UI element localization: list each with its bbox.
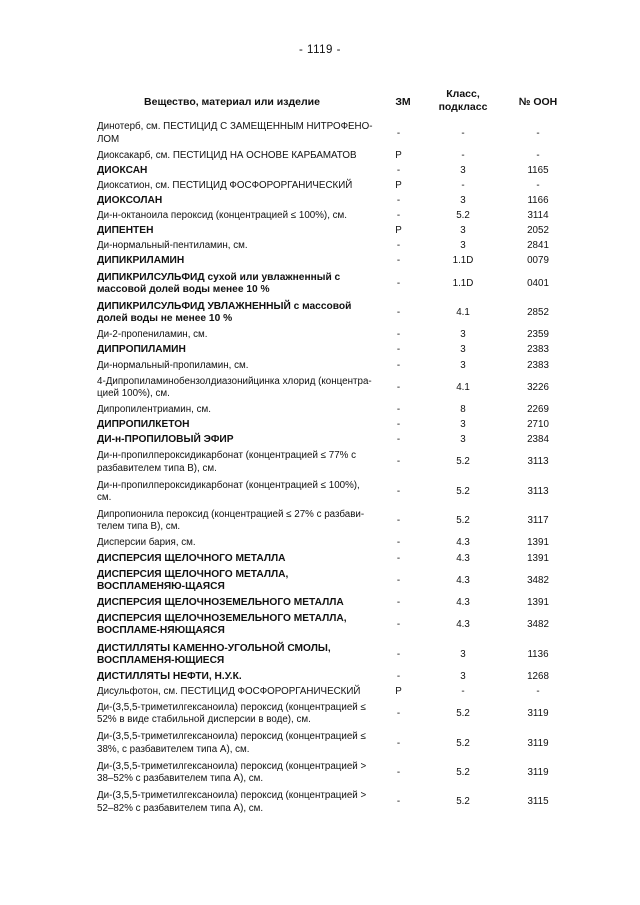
zm-cell: - [396,240,401,252]
zm-cell: - [396,381,401,393]
un-number-cell: - [536,127,540,139]
table-row [97,254,572,269]
class-cell: - [461,179,465,191]
substance-cell: Диоксатион, см. ПЕСТИЦИД ФОСФОРОРГАНИЧЕСКИЙ [97,179,353,191]
zm-cell: - [396,277,401,289]
class-cell: 3 [460,359,466,371]
class-cell: 3 [460,419,466,431]
substance-cell: ДИПИКРИЛСУЛЬФИД сухой или увлажненный с массовой долей воды менее 10 % [97,271,341,295]
zm-cell: - [396,344,401,356]
table-row [97,209,572,224]
zm-cell: - [396,737,401,749]
table-row [97,119,572,148]
table-row [97,358,572,373]
class-cell: 3 [460,344,466,356]
substance-cell: ДИСПЕРСИЯ ЩЕЛОЧНОГО МЕТАЛЛА [97,552,286,564]
class-cell: 5.2 [456,456,470,468]
table-row [97,239,572,254]
table-row [97,269,572,298]
un-number-cell: 0401 [527,277,549,289]
zm-cell: - [396,403,401,415]
class-cell: 4.3 [456,574,470,586]
table-row [97,433,572,448]
zm-cell: - [396,515,401,527]
class-cell: 4.1 [456,307,470,319]
table-row [97,670,572,685]
un-number-cell: 2710 [527,419,549,431]
class-cell: 5.2 [456,210,470,222]
un-number-cell: 3482 [527,619,549,631]
table-row [97,700,572,729]
table-row [97,788,572,817]
table-row [97,536,572,551]
header-class: Класс, подкласс [438,88,488,113]
un-number-cell: 2269 [527,403,549,415]
table-row [97,418,572,433]
table-row [97,507,572,536]
table-row [97,758,572,787]
table-row [97,403,572,418]
zm-cell: - [396,796,401,808]
table-row [97,685,572,700]
table-row [97,224,572,239]
substance-cell: ДИСПЕРСИЯ ЩЕЛОЧНОЗЕМЕЛЬНОГО МЕТАЛЛА, ВОСПЛАМЕ-НЯЮЩАЯСЯ [97,613,347,637]
substance-cell: Ди-(3,5,5-триметилгексаноила) пероксид (концентрацией ≤ 52% в виде стабильной дисперсии в воде), см. [97,702,366,726]
un-number-cell: - [536,685,540,697]
un-number-cell: 1136 [527,648,549,660]
un-number-cell: 1391 [527,537,549,549]
zm-cell: - [396,329,401,341]
table-row [97,729,572,758]
un-number-cell: - [536,179,540,191]
header-substance: Вещество, материал или изделие [144,96,320,108]
un-number-cell: 3119 [527,737,549,749]
zm-cell: - [396,537,401,549]
un-number-cell: 3113 [527,485,549,497]
substance-cell: 4-Дипропиламинобензолдиазонийцинка хлорид (концентра-цией 100%), см. [97,375,372,399]
zm-cell: - [396,307,401,319]
class-cell: 5.2 [456,515,470,527]
zm-cell: - [396,255,401,267]
table-row [97,477,572,506]
zm-cell: - [396,456,401,468]
zm-cell: - [396,619,401,631]
table-row [97,163,572,178]
table-row [97,148,572,163]
table-row [97,328,572,343]
class-cell: 5.2 [456,737,470,749]
un-number-cell: 2383 [527,344,549,356]
substance-cell: Ди-н-октаноила пероксид (концентрацией ≤ 100%), см. [97,210,347,222]
class-cell: 5.2 [456,485,470,497]
class-cell: 4.3 [456,552,470,564]
class-cell: 5.2 [456,708,470,720]
zm-cell: - [396,552,401,564]
un-number-cell: 3115 [527,796,549,808]
table-body [97,119,572,817]
un-number-cell: 3226 [527,381,549,393]
table-row [97,611,572,640]
substance-cell: ДИ-н-ПРОПИЛОВЫЙ ЭФИР [97,434,234,446]
class-cell: - [461,685,465,697]
zm-cell: - [396,127,401,139]
zm-cell: - [396,670,401,682]
substance-cell: ДИПЕНТЕН [97,225,154,237]
substance-cell: Дисульфотон, см. ПЕСТИЦИД ФОСФОРОРГАНИЧЕСКИЙ [97,685,361,697]
substance-cell: ДИОКСОЛАН [97,195,163,207]
dangerous-goods-table [97,119,572,817]
zm-cell: - [396,419,401,431]
class-cell: 5.2 [456,796,470,808]
substance-cell: ДИСПЕРСИЯ ЩЕЛОЧНОЗЕМЕЛЬНОГО МЕТАЛЛА [97,597,344,609]
table-row [97,596,572,611]
class-cell: 1.1D [452,255,474,267]
class-cell: - [461,127,465,139]
table-row [97,299,572,328]
class-cell: 3 [460,670,466,682]
substance-cell: ДИПИКРИЛСУЛЬФИД УВЛАЖНЕННЫЙ с массовой долей воды не менее 10 % [97,300,352,325]
un-number-cell: 1391 [527,552,549,564]
class-cell: - [461,149,465,161]
un-number-cell: 1391 [527,597,549,609]
un-number-cell: 3114 [527,210,549,222]
zm-cell: - [396,574,401,586]
zm-cell: - [396,434,401,446]
zm-cell: P [395,179,402,191]
un-number-cell: 3117 [527,515,549,527]
zm-cell: - [396,359,401,371]
table-row [97,343,572,358]
table-row [97,551,572,566]
zm-cell: - [396,648,401,660]
substance-cell: Ди-(3,5,5-триметилгексаноила) пероксид (концентрацией > 52–82% с разбавителем типа А), см. [97,790,367,814]
substance-cell: ДИСТИЛЛЯТЫ КАМЕННО-УГОЛЬНОЙ СМОЛЫ, ВОСПЛАМЕНЯ-ЮЩИЕСЯ [97,642,331,666]
substance-cell: Дисперсии бария, см. [97,537,196,549]
substance-cell: ДИОКСАН [97,164,148,176]
un-number-cell: 2841 [527,240,549,252]
class-cell: 1.1D [452,277,474,289]
un-number-cell: 1268 [527,670,549,682]
table-header [97,88,572,114]
un-number-cell: 0079 [527,255,549,267]
header-zm: ЗМ [395,96,411,108]
substance-cell: ДИСПЕРСИЯ ЩЕЛОЧНОГО МЕТАЛЛА, ВОСПЛАМЕНЯЮ-ЩАЯСЯ [97,568,289,592]
header-un-number: № ООН [518,96,558,108]
zm-cell: P [395,225,402,237]
substance-cell: Ди-нормальный-пентиламин, см. [97,240,248,252]
substance-cell: ДИСТИЛЛЯТЫ НЕФТИ, Н.У.К. [97,670,242,682]
table-row [97,194,572,209]
substance-cell: Ди-н-пропилпероксидикарбонат (концентрацией ≤ 77% с разбавителем типа B), см. [97,450,356,474]
substance-cell: Ди-нормальный-пропиламин, см. [97,359,249,371]
class-cell: 4.3 [456,619,470,631]
table-row [97,566,572,595]
class-cell: 4.3 [456,597,470,609]
zm-cell: - [396,597,401,609]
un-number-cell: 3482 [527,574,549,586]
class-cell: 4.1 [456,381,470,393]
un-number-cell: 3113 [527,456,549,468]
class-cell: 3 [460,195,466,207]
class-cell: 3 [460,225,466,237]
zm-cell: - [396,767,401,779]
substance-cell: Дипропионила пероксид (концентрацией ≤ 27% с разбави-телем типа B), см. [97,509,365,533]
substance-cell: Ди-(3,5,5-триметилгексаноила) пероксид (концентрацией > 38–52% с разбавителем типа А), см. [97,760,367,785]
table-row [97,640,572,669]
class-cell: 3 [460,164,466,176]
table-row [97,373,572,402]
un-number-cell: 2384 [527,434,549,446]
substance-cell: Ди-(3,5,5-триметилгексаноила) пероксид (концентрацией ≤ 38%, с разбавителем типа А), см. [97,731,366,755]
substance-cell: Динотерб, см. ПЕСТИЦИД С ЗАМЕЩЕННЫМ НИТРОФЕНО-ЛОМ [97,121,373,145]
table-row [97,448,572,477]
class-cell: 3 [460,648,466,660]
substance-cell: ДИПРОПИЛАМИН [97,344,186,356]
class-cell: 8 [460,403,466,415]
substance-cell: ДИПИКРИЛАМИН [97,255,185,267]
class-cell: 3 [460,329,466,341]
class-cell: 4.3 [456,537,470,549]
zm-cell: - [396,210,401,222]
un-number-cell: 2383 [527,359,549,371]
substance-cell: Дипропилентриамин, см. [97,403,211,415]
zm-cell: - [396,195,401,207]
class-cell: 5.2 [456,767,470,779]
zm-cell: - [396,164,401,176]
substance-cell: Ди-н-пропилпероксидикарбонат (концентрацией ≤ 100%), см. [97,479,360,503]
substance-cell: ДИПРОПИЛКЕТОН [97,419,190,431]
substance-cell: Ди-2-пропениламин, см. [97,329,208,341]
zm-cell: P [395,149,402,161]
un-number-cell: 2852 [527,307,549,319]
zm-cell: - [396,708,401,720]
un-number-cell: 2052 [527,225,549,237]
substance-cell: Диоксакарб, см. ПЕСТИЦИД НА ОСНОВЕ КАРБАМАТОВ [97,149,357,161]
un-number-cell: - [536,149,540,161]
zm-cell: P [395,685,402,697]
page-number: - 1119 - [299,44,341,56]
un-number-cell: 1166 [527,195,549,207]
un-number-cell: 2359 [527,329,549,341]
un-number-cell: 3119 [527,708,549,720]
un-number-cell: 3119 [527,767,549,779]
zm-cell: - [396,485,401,497]
class-cell: 3 [460,434,466,446]
table-row [97,179,572,194]
class-cell: 3 [460,240,466,252]
un-number-cell: 1165 [527,164,549,176]
